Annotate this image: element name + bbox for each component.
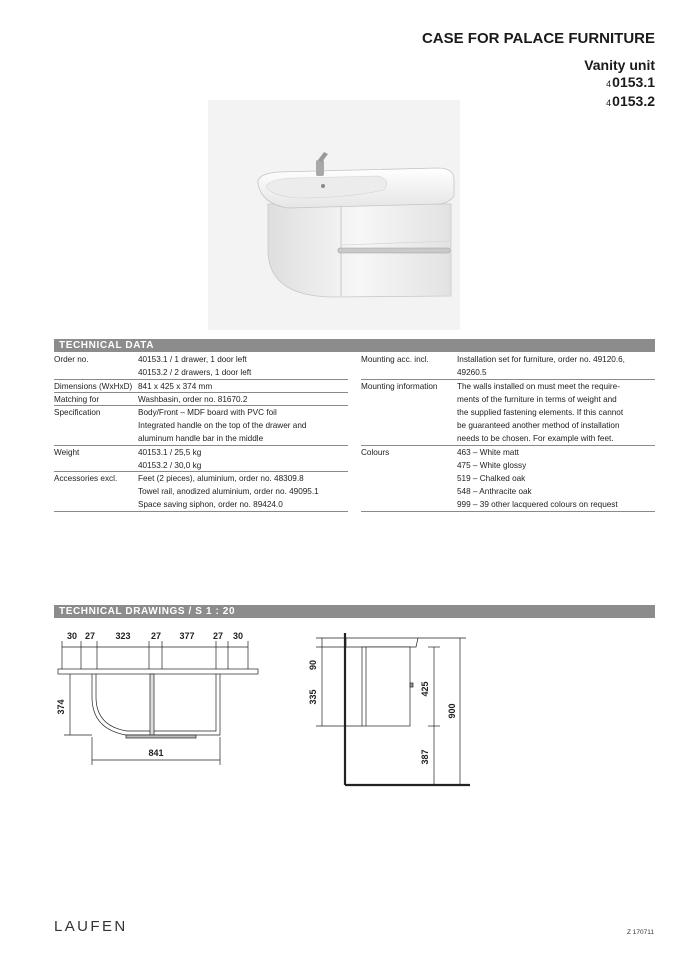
document-code: Z 170711 [627,929,654,936]
dim-label-width: 841 [148,748,164,758]
vanity-unit-illustration [208,100,460,330]
spec-label: Weight [54,448,80,457]
spec-row-order-no [54,353,348,380]
technical-data-right [361,353,655,513]
spec-value: Installation set for furniture, order no. 49120.6, 49260.5 [457,355,625,377]
dim-label-depth: 374 [56,699,66,715]
dim-label: 90 [308,659,318,671]
article-number-2: 40153.2 [606,93,655,109]
section-bar-technical-drawings: TECHNICAL DRAWINGS / S 1 : 20 [54,605,655,618]
spec-label: Mounting information [361,382,438,391]
document-title: CASE FOR PALACE FURNITURE [421,30,655,47]
dim-label: 27 [150,631,162,641]
dim-label: 900 [447,703,457,719]
article-number-1: 40153.1 [606,74,655,90]
spec-value: 40153.1 / 1 drawer, 1 door left 40153.2 / 2 drawers, 1 door left [138,355,252,377]
spec-label: Matching for [54,395,100,404]
spec-value: 40153.1 / 25,5 kg 40153.2 / 30,0 kg [138,448,202,470]
spec-row-mounting-acc [361,353,655,380]
brand-logo: LAUFEN [54,918,128,935]
plan-view-drawing [50,625,270,770]
spec-row-specification [54,406,348,446]
spec-label: Dimensions (WxHxD) [54,382,133,391]
spec-value: The walls installed on must meet the require- ments of the furniture in terms of weight and the supplied fastening elements. If this cannot be guaranteed another method of installation needs to be chosen. For example with feet. [457,382,624,443]
spec-value: Washbasin, order no. 81670.2 [138,395,248,404]
spec-row-mounting-info [361,380,655,446]
spec-label: Specification [54,408,101,417]
spec-value: Body/Front – MDF board with PVC foil Integrated handle on the top of the drawer and aluminum handle bar in the middle [138,408,307,443]
dim-label: 30 [66,631,78,641]
spec-row-colours [361,446,655,512]
spec-value: 463 – White matt 475 – White glossy 519 – Chalked oak 548 – Anthracite oak 999 – 39 other lacquered colours on request [457,448,618,509]
side-view-drawing [300,625,475,795]
dim-label: 323 [115,631,131,641]
spec-value: Feet (2 pieces), aluminium, order no. 48309.8 Towel rail, anodized aluminium, order no. 49095.1 Space saving siphon, order no. 89424.0 [138,474,319,509]
product-heading [584,57,655,112]
dim-label: 27 [84,631,96,641]
spec-value: 841 x 425 x 374 mm [138,382,213,391]
spec-row-accessories [54,472,348,512]
dim-label: 335 [308,689,318,705]
dim-label: 27 [212,631,224,641]
spec-label: Colours [361,448,390,457]
spec-row-weight [54,446,348,472]
dim-label: 387 [420,749,430,765]
spec-label: Mounting acc. incl. [361,355,429,364]
section-bar-technical-data: TECHNICAL DATA [54,339,655,352]
spec-row-dimensions [54,380,348,393]
technical-data-left [54,353,348,513]
spec-row-matching-for [54,393,348,406]
dim-label: 30 [232,631,244,641]
dim-label: 377 [179,631,195,641]
dim-label: 425 [420,681,430,697]
product-photo [208,100,460,330]
product-name: Vanity unit [584,57,655,73]
spec-label: Order no. [54,355,89,364]
spec-label: Accessories excl. [54,474,118,483]
